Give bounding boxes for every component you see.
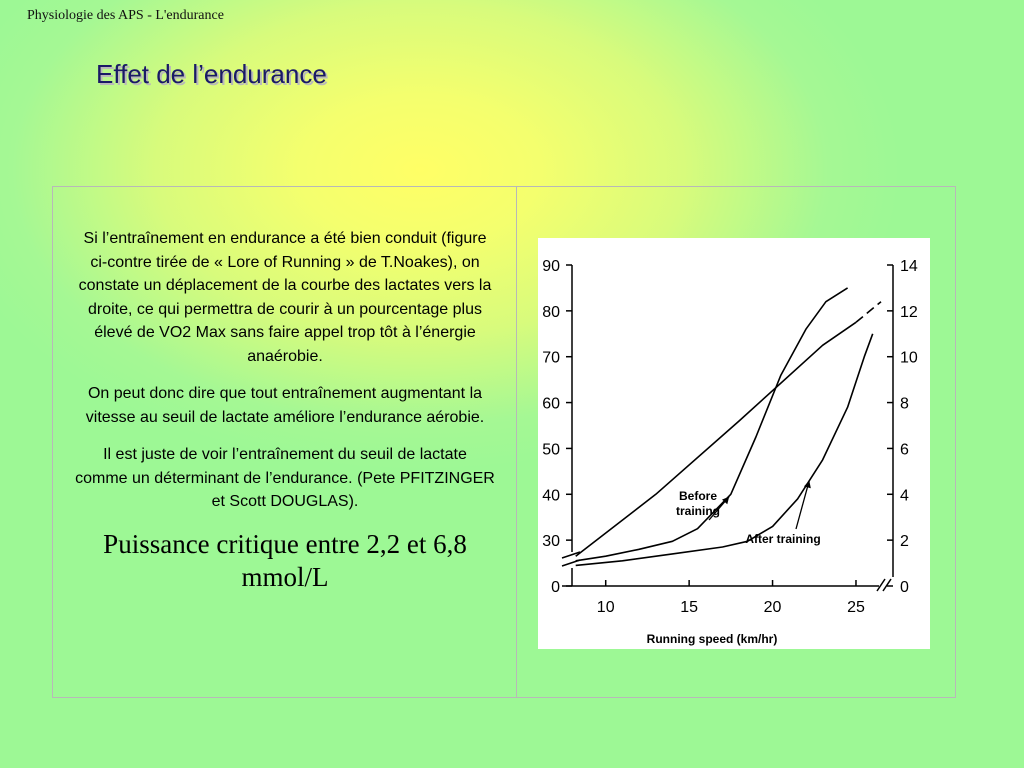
right-axis-tick-label: 10 [900,349,918,367]
right-axis-tick-label: 2 [900,533,909,551]
annotation-before-training: Before training [676,489,720,518]
right-axis-tick-label: 12 [900,303,918,321]
paragraph-1: Si l’entraînement en endurance a été bien conduit (figure ci-contre tirée de « Lore of Running » de T.Noakes), on constate un déplacement de la courbe des lactates vers la droite, ce qui permettra de courir à un pourcentage plus élevé de VO2 Max sans faire appel trop tôt à l’énergie anaérobie. [78,230,492,365]
left-axis-tick-label: 0 [551,579,560,596]
right-axis-tick-label: 6 [900,441,909,459]
slide-title: Effet de l’endurance [96,59,327,89]
left-axis-tick-label: 40 [542,487,560,505]
lactate-chart-svg [538,238,930,649]
after-training-curve [576,334,873,566]
left-axis-tick-label: 30 [542,533,560,551]
column-divider [516,187,517,697]
left-axis-tick-label: 60 [542,395,560,413]
slide-header: Physiologie des APS - L'endurance [27,8,224,23]
lactate-chart [538,238,930,649]
before-training-curve [576,288,848,561]
left-axis-tick-label: 90 [542,258,560,275]
x-axis-tick-label: 10 [596,599,615,616]
left-axis-tick-label: 80 [542,303,560,321]
left-axis-tick-label: 50 [542,441,560,459]
vo2-line-extension [856,302,881,323]
paragraph-3: Il est juste de voir l’entraînement du seuil de lactate comme un déterminant de l’endurance. (Pete PFITZINGER et Scott DOUGLAS). [75,446,495,510]
conclusion-text: Puissance critique entre 2,2 et 6,8 mmol/L [103,528,467,592]
right-axis-tick-label: 8 [900,395,909,413]
x-axis-tick-label: 25 [847,599,865,616]
vo2-line [576,322,856,556]
content-table [52,186,956,698]
x-axis-tick-label: 15 [680,599,699,616]
right-axis-tick-label: 0 [900,579,909,596]
annotation-arrow-line [796,481,809,529]
x-axis-tick-label: 20 [763,599,782,616]
right-axis-tick-label: 4 [900,487,909,505]
annotation-after-training: After training [745,532,821,546]
right-axis-tick-label: 14 [900,258,918,275]
left-axis-tick-label: 70 [542,349,560,367]
text-cell [75,227,495,594]
paragraph-2: On peut donc dire que tout entraînement augmentant la vitesse au seuil de lactate améliore l’endurance aérobie. [85,385,485,426]
x-axis-label: Running speed (km/hr) [646,632,778,646]
